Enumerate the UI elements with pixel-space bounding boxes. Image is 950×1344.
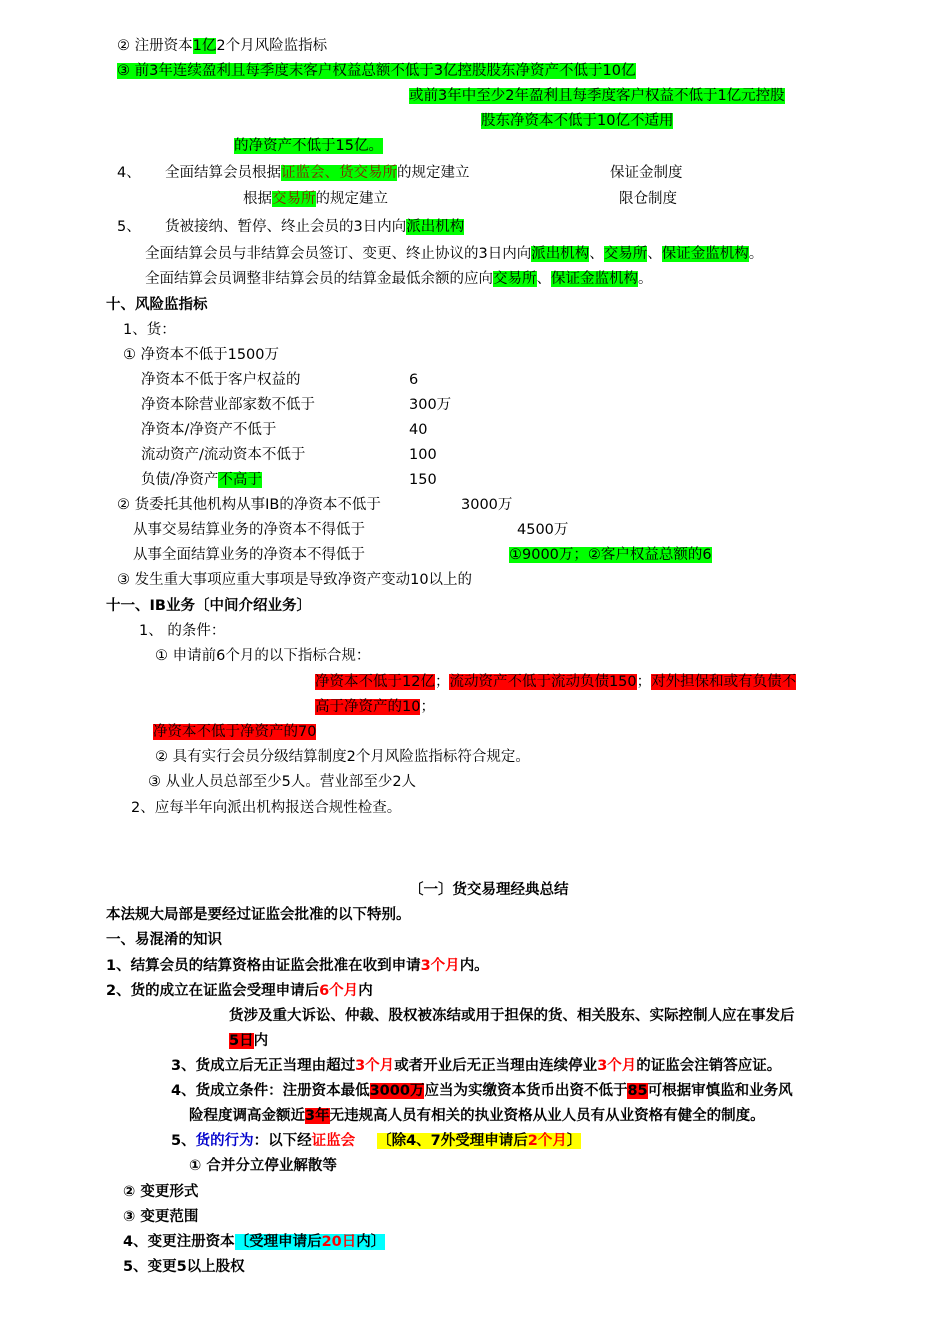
line-38: 5日内 [229, 1033, 269, 1049]
line-1: ② 注册资本1亿2个月风险监指标 [117, 38, 328, 54]
line-6: 全面结算会员根据证监会、货交易所的规定建立 [165, 165, 470, 181]
line-4: 股东净资本不低于10亿不适用 [481, 113, 674, 129]
line-6-num: 4、 [117, 165, 141, 181]
section-10-heading: 十、风险监指标 [106, 297, 208, 313]
line-24: 1、 的条件： [139, 623, 226, 639]
line-40: 4、货成立条件：注册资本最低3000万应当为实缴资本货币出资不低于85可根据审慎监和业务风 [171, 1083, 793, 1099]
line-44: ② 变更形式 [123, 1184, 199, 1200]
line-13: ① 净资本不低于1500万 [123, 347, 280, 363]
line-43: ① 合并分立停业解散等 [189, 1158, 337, 1174]
line-46: 4、变更注册资本〔受理申请后20日内〕 [123, 1234, 386, 1250]
line-20-value: 4500万 [517, 522, 569, 538]
line-10: 全面结算会员调整非结算会员的结算金最低余额的应向交易所、保证金监机构。 [145, 271, 653, 287]
line-21: 从事全面结算业务的净资本不得低于 [133, 547, 365, 563]
line-12: 1、货： [123, 322, 176, 338]
line-19: ② 货委托其他机构从事IB的净资本不低于 [117, 497, 381, 513]
line-8-num: 5、 [117, 219, 141, 235]
line-7-right: 限仓制度 [619, 191, 677, 207]
line-8: 货被接纳、暂停、终止会员的3日内向派出机构 [165, 219, 465, 235]
line-39: 3、货成立后无正当理由超过3个月或者开业后无正当理由连续停业3个月的证监会注销答应证。 [171, 1058, 782, 1074]
line-28: 净资本不低于净资产的70 [153, 724, 317, 740]
line-6-right: 保证金制度 [610, 165, 683, 181]
line-25: ① 申请前6个月的以下指标合规： [155, 648, 371, 664]
line-36: 2、货的成立在证监会受理申请后6个月内 [106, 983, 373, 999]
line-3: 或前3年中至少2年盈利且每季度客户权益不低于1亿元控股 [409, 88, 785, 104]
line-16-value: 40 [409, 422, 428, 438]
line-22: ③ 发生重大事项应重大事项是导致净资产变动10以上的 [117, 572, 473, 588]
line-30: ③ 从业人员总部至少5人。营业部至少2人 [148, 774, 417, 790]
line-29: ② 具有实行会员分级结算制度2个月风险监指标符合规定。 [155, 749, 530, 765]
line-21-value: ①9000万；②客户权益总额的6 [509, 547, 712, 563]
line-17-value: 100 [409, 447, 437, 463]
line-16: 净资本/净资产不低于 [141, 422, 277, 438]
line-37: 货涉及重大诉讼、仲裁、股权被冻结或用于担保的货、相关股东、实际控制人应在事发后 [229, 1008, 795, 1024]
section-11-heading: 十一、IB业务〔中间介绍业务〕 [106, 598, 311, 614]
line-31: 2、应每半年向派出机构报送合规性检查。 [131, 800, 402, 816]
line-7: 根据交易所的规定建立 [243, 191, 388, 207]
line-20: 从事交易结算业务的净资本不得低于 [133, 522, 365, 538]
summary-title: 〔一〕货交易理经典总结 [409, 882, 569, 898]
line-9: 全面结算会员与非结算会员签订、变更、终止协议的3日内向派出机构、交易所、保证金监机构。 [145, 246, 764, 262]
line-27: 高于净资产的10； [315, 699, 435, 715]
line-15-value: 300万 [409, 397, 452, 413]
line-15: 净资本除营业部家数不低于 [141, 397, 315, 413]
line-26: 净资本不低于12亿；流动资产不低于流动负债150；对外担保和或有负债不 [315, 674, 797, 690]
line-34: 一、易混淆的知识 [106, 932, 222, 948]
line-47: 5、变更5以上股权 [123, 1259, 245, 1275]
line-42: 5、货的行为：以下经证监会 〔除4、7外受理申请后2个月〕 [171, 1133, 582, 1149]
line-18: 负债/净资产不高于 [141, 472, 262, 488]
line-14-value: 6 [409, 372, 419, 388]
line-33: 本法规大局部是要经过证监会批准的以下特别。 [106, 907, 411, 923]
line-5: 的净资产不低于15亿。 [234, 138, 383, 154]
line-35: 1、结算会员的结算资格由证监会批准在收到申请3个月内。 [106, 958, 489, 974]
line-19-value: 3000万 [461, 497, 513, 513]
line-14: 净资本不低于客户权益的 [141, 372, 301, 388]
line-17: 流动资产/流动资本不低于 [141, 447, 306, 463]
line-2: ③ 前3年连续盈利且每季度末客户权益总额不低于3亿控股股东净资产不低于10亿 [117, 63, 636, 79]
line-41: 险程度调高金额近3年无违规高人员有相关的执业资格从业人员有从业资格有健全的制度。 [189, 1108, 765, 1124]
line-18-value: 150 [409, 472, 437, 488]
line-45: ③ 变更范围 [123, 1209, 199, 1225]
